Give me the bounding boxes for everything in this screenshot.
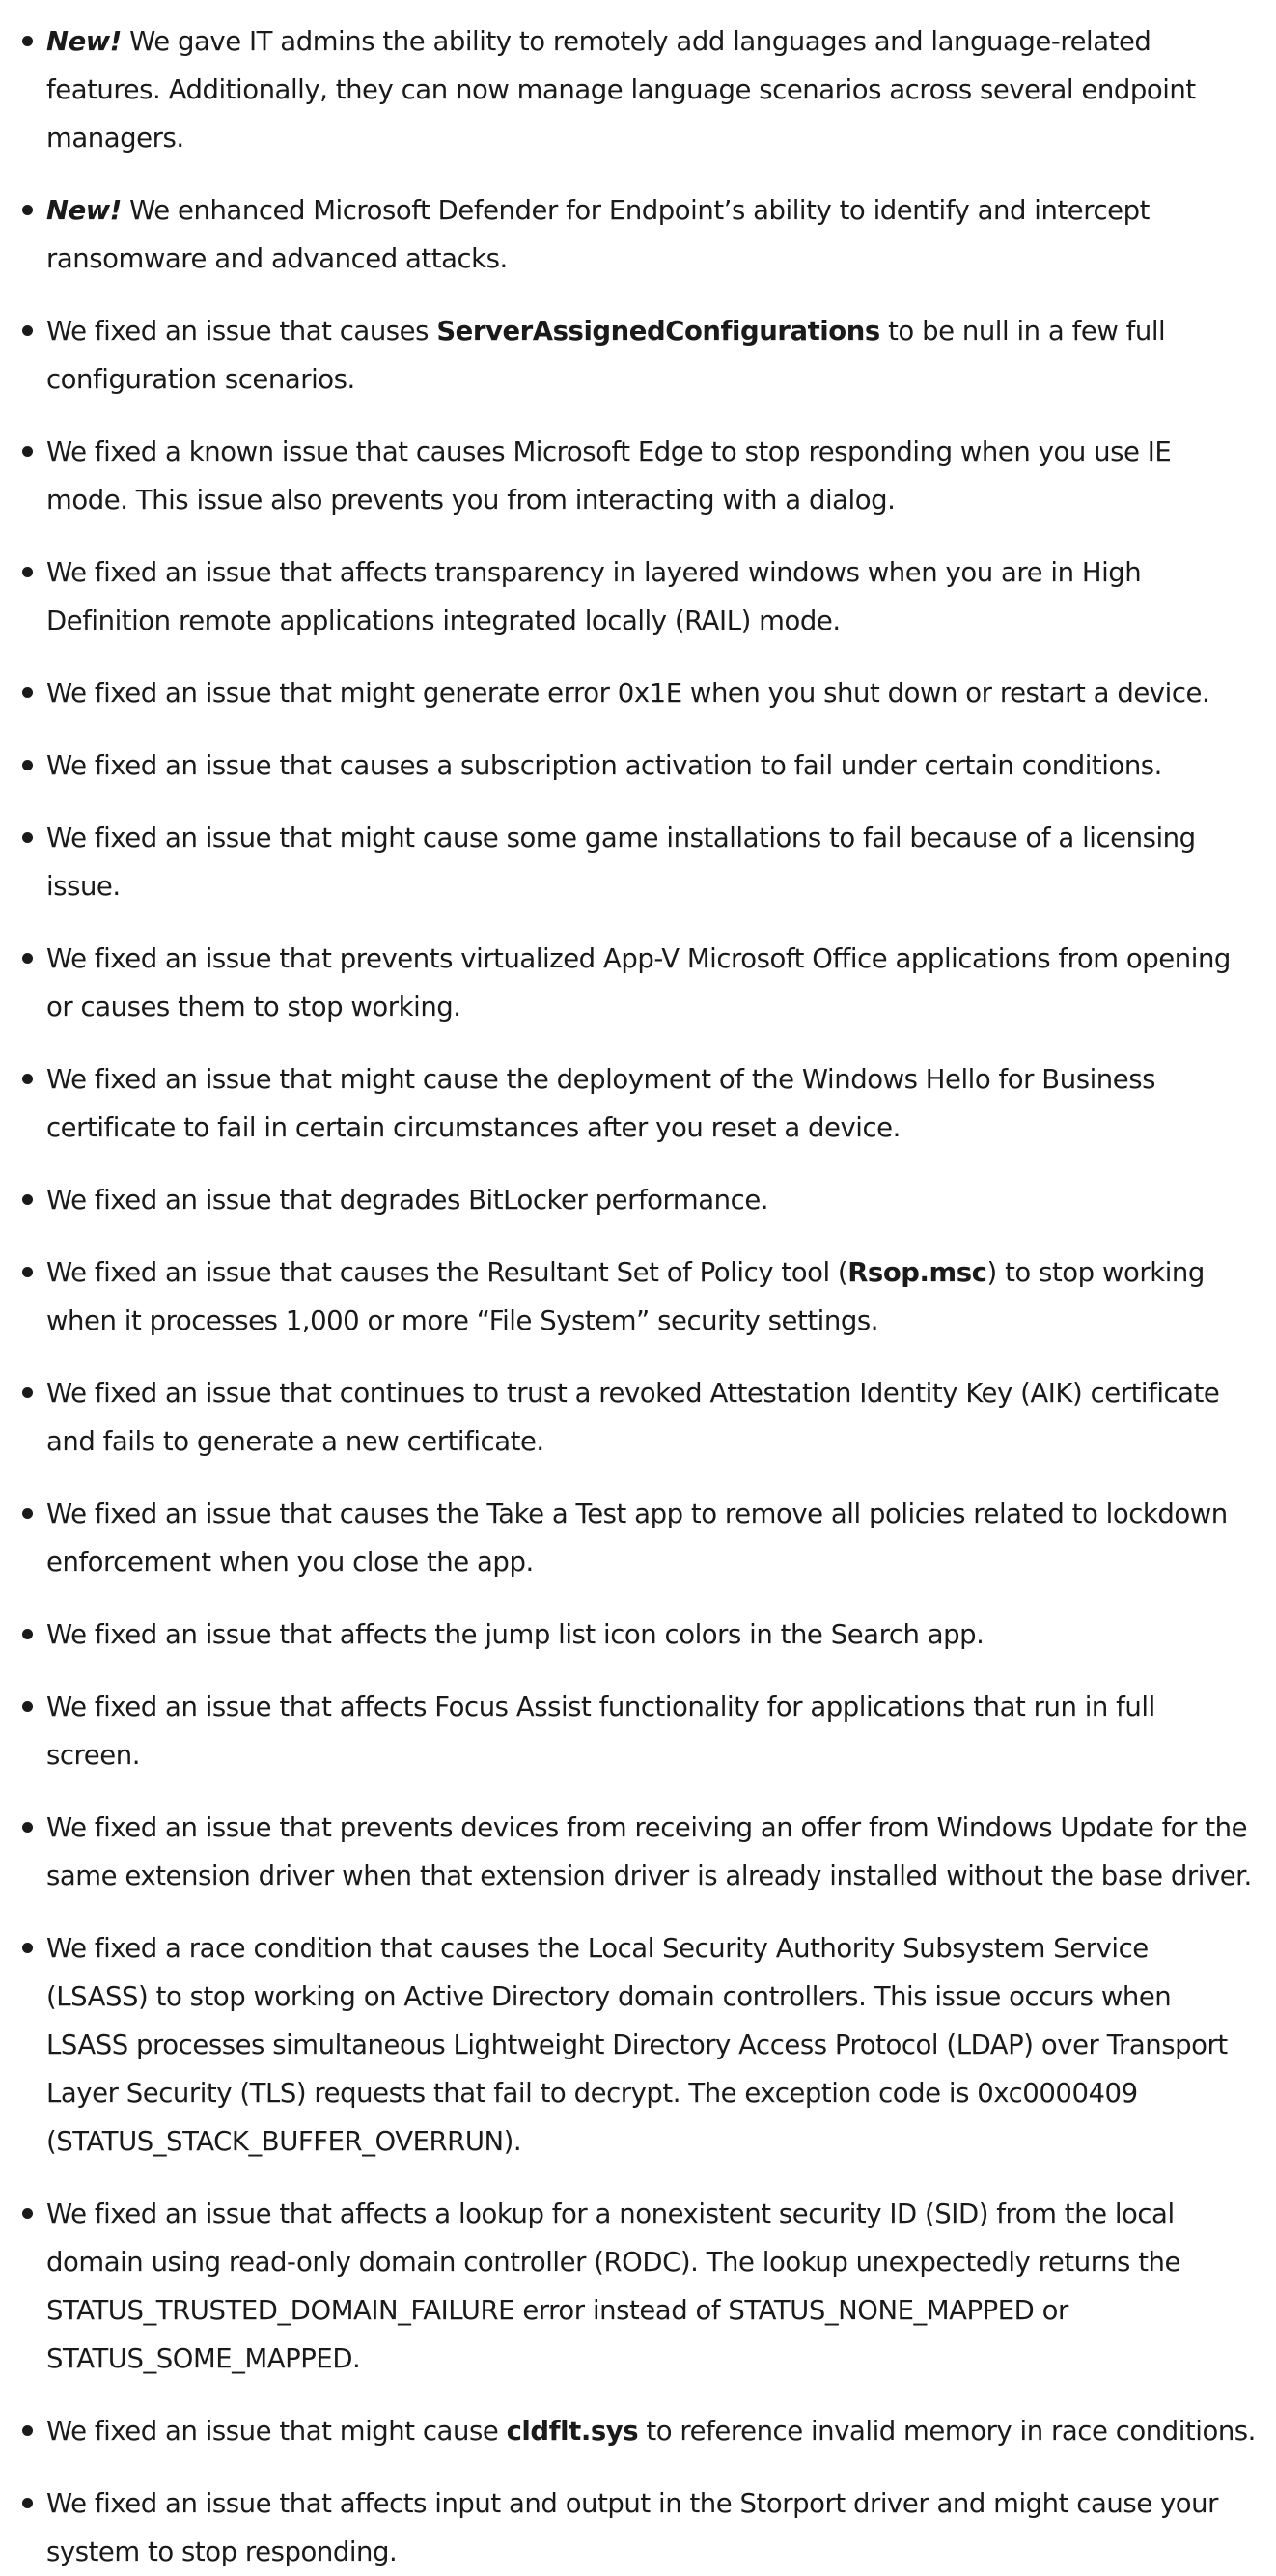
new-badge: New! — [46, 195, 122, 226]
item-text: We fixed an issue that degrades BitLocker performance. — [46, 1185, 769, 1216]
new-badge: New! — [46, 26, 122, 57]
item-text: We fixed a race condition that causes the Local Security Authority Subsystem Service (LSASS) to stop working on Active Directory domain controllers. This issue occurs when LSASS processes simultaneous Lightweight Directory Access Protocol (LDAP) over Transport Layer Security (TLS) requests that fail to decrypt. The exception code is 0xc0000409 (STATUS_STACK_BUFFER_OVERRUN). — [46, 1933, 1228, 2157]
list-item — [46, 2479, 1257, 2576]
list-item — [46, 2190, 1257, 2383]
item-text: We fixed an issue that prevents devices from receiving an offer from Windows Update for the same extension driver when that extension driver is already installed without the base driver. — [46, 1812, 1252, 1891]
item-text: We fixed an issue that affects a lookup for a nonexistent security ID (SID) from the local domain using read-only domain controller (RODC). The lookup unexpectedly returns the STATUS_TRUSTED_DOMAIN_FAILURE error instead of STATUS_NONE_MAPPED or STATUS_SOME_MAPPED. — [46, 2198, 1181, 2374]
list-item — [46, 1055, 1257, 1152]
list-item — [46, 935, 1257, 1031]
bullet-list — [46, 17, 1257, 2576]
list-item — [46, 428, 1257, 524]
list-item — [46, 1924, 1257, 2166]
list-item — [46, 1369, 1257, 1466]
list-item — [46, 186, 1257, 283]
list-item — [46, 1804, 1257, 1900]
item-text-after: to be null in a few full configuration scenarios. — [46, 316, 1166, 395]
list-item — [46, 1610, 1257, 1659]
item-text: We fixed an issue that causes the Take a Test app to remove all policies related to lockdown enforcement when you close the app. — [46, 1498, 1228, 1578]
item-text: We fixed an issue that might cause the deployment of the Windows Hello for Business certificate to fail in certain circumstances after you reset a device. — [46, 1064, 1155, 1143]
item-text: We fixed an issue that affects Focus Assist functionality for applications that run in full screen. — [46, 1692, 1155, 1771]
item-text: We fixed an issue that affects input and output in the Storport driver and might cause your system to stop responding. — [46, 2488, 1219, 2567]
list-item — [46, 669, 1257, 717]
list-item — [46, 814, 1257, 910]
item-text: We fixed an issue that affects the jump list icon colors in the Search app. — [46, 1619, 985, 1650]
item-text: We enhanced Microsoft Defender for Endpoint’s ability to identify and intercept ransomware and advanced attacks. — [46, 195, 1150, 274]
item-text: We fixed an issue that prevents virtualized App-V Microsoft Office applications from opening or causes them to stop working. — [46, 943, 1231, 1022]
item-bold-term: cldflt.sys — [506, 2416, 639, 2447]
item-text: We gave IT admins the ability to remotely add languages and language-related features. Additionally, they can now manage language scenarios across several endpoint managers. — [46, 26, 1196, 154]
list-item — [46, 17, 1257, 162]
list-item — [46, 1490, 1257, 1586]
item-text-after: to reference invalid memory in race conditions. — [638, 2416, 1256, 2447]
item-text: We fixed an issue that might generate error 0x1E when you shut down or restart a device. — [46, 678, 1210, 709]
item-text: We fixed an issue that causes — [46, 316, 437, 347]
item-bold-term: Rsop.msc — [847, 1257, 987, 1288]
item-text-after: ) to stop working when it processes 1,000 or more “File System” security settings. — [46, 1257, 1205, 1336]
list-item — [46, 2407, 1257, 2455]
item-text: We fixed an issue that causes a subscription activation to fail under certain conditions. — [46, 750, 1162, 781]
item-text: We fixed an issue that might cause — [46, 2416, 507, 2447]
list-item — [46, 1248, 1257, 1345]
list-item — [46, 1176, 1257, 1224]
item-text: We fixed an issue that might cause some game installations to fail because of a licensing issue. — [46, 823, 1196, 902]
item-text: We fixed an issue that causes the Resultant Set of Policy tool ( — [46, 1257, 848, 1288]
list-item — [46, 742, 1257, 790]
item-text: We fixed an issue that affects transparency in layered windows when you are in High Definition remote applications integrated locally (RAIL) mode. — [46, 557, 1142, 636]
item-bold-term: ServerAssignedConfigurations — [436, 316, 880, 347]
list-item — [46, 1683, 1257, 1779]
list-item — [46, 548, 1257, 645]
item-text: We fixed an issue that continues to trust a revoked Attestation Identity Key (AIK) certificate and fails to generate a new certificate. — [46, 1378, 1220, 1457]
list-item — [46, 307, 1257, 404]
item-text: We fixed a known issue that causes Microsoft Edge to stop responding when you use IE mode. This issue also prevents you from interacting with a dialog. — [46, 436, 1172, 516]
